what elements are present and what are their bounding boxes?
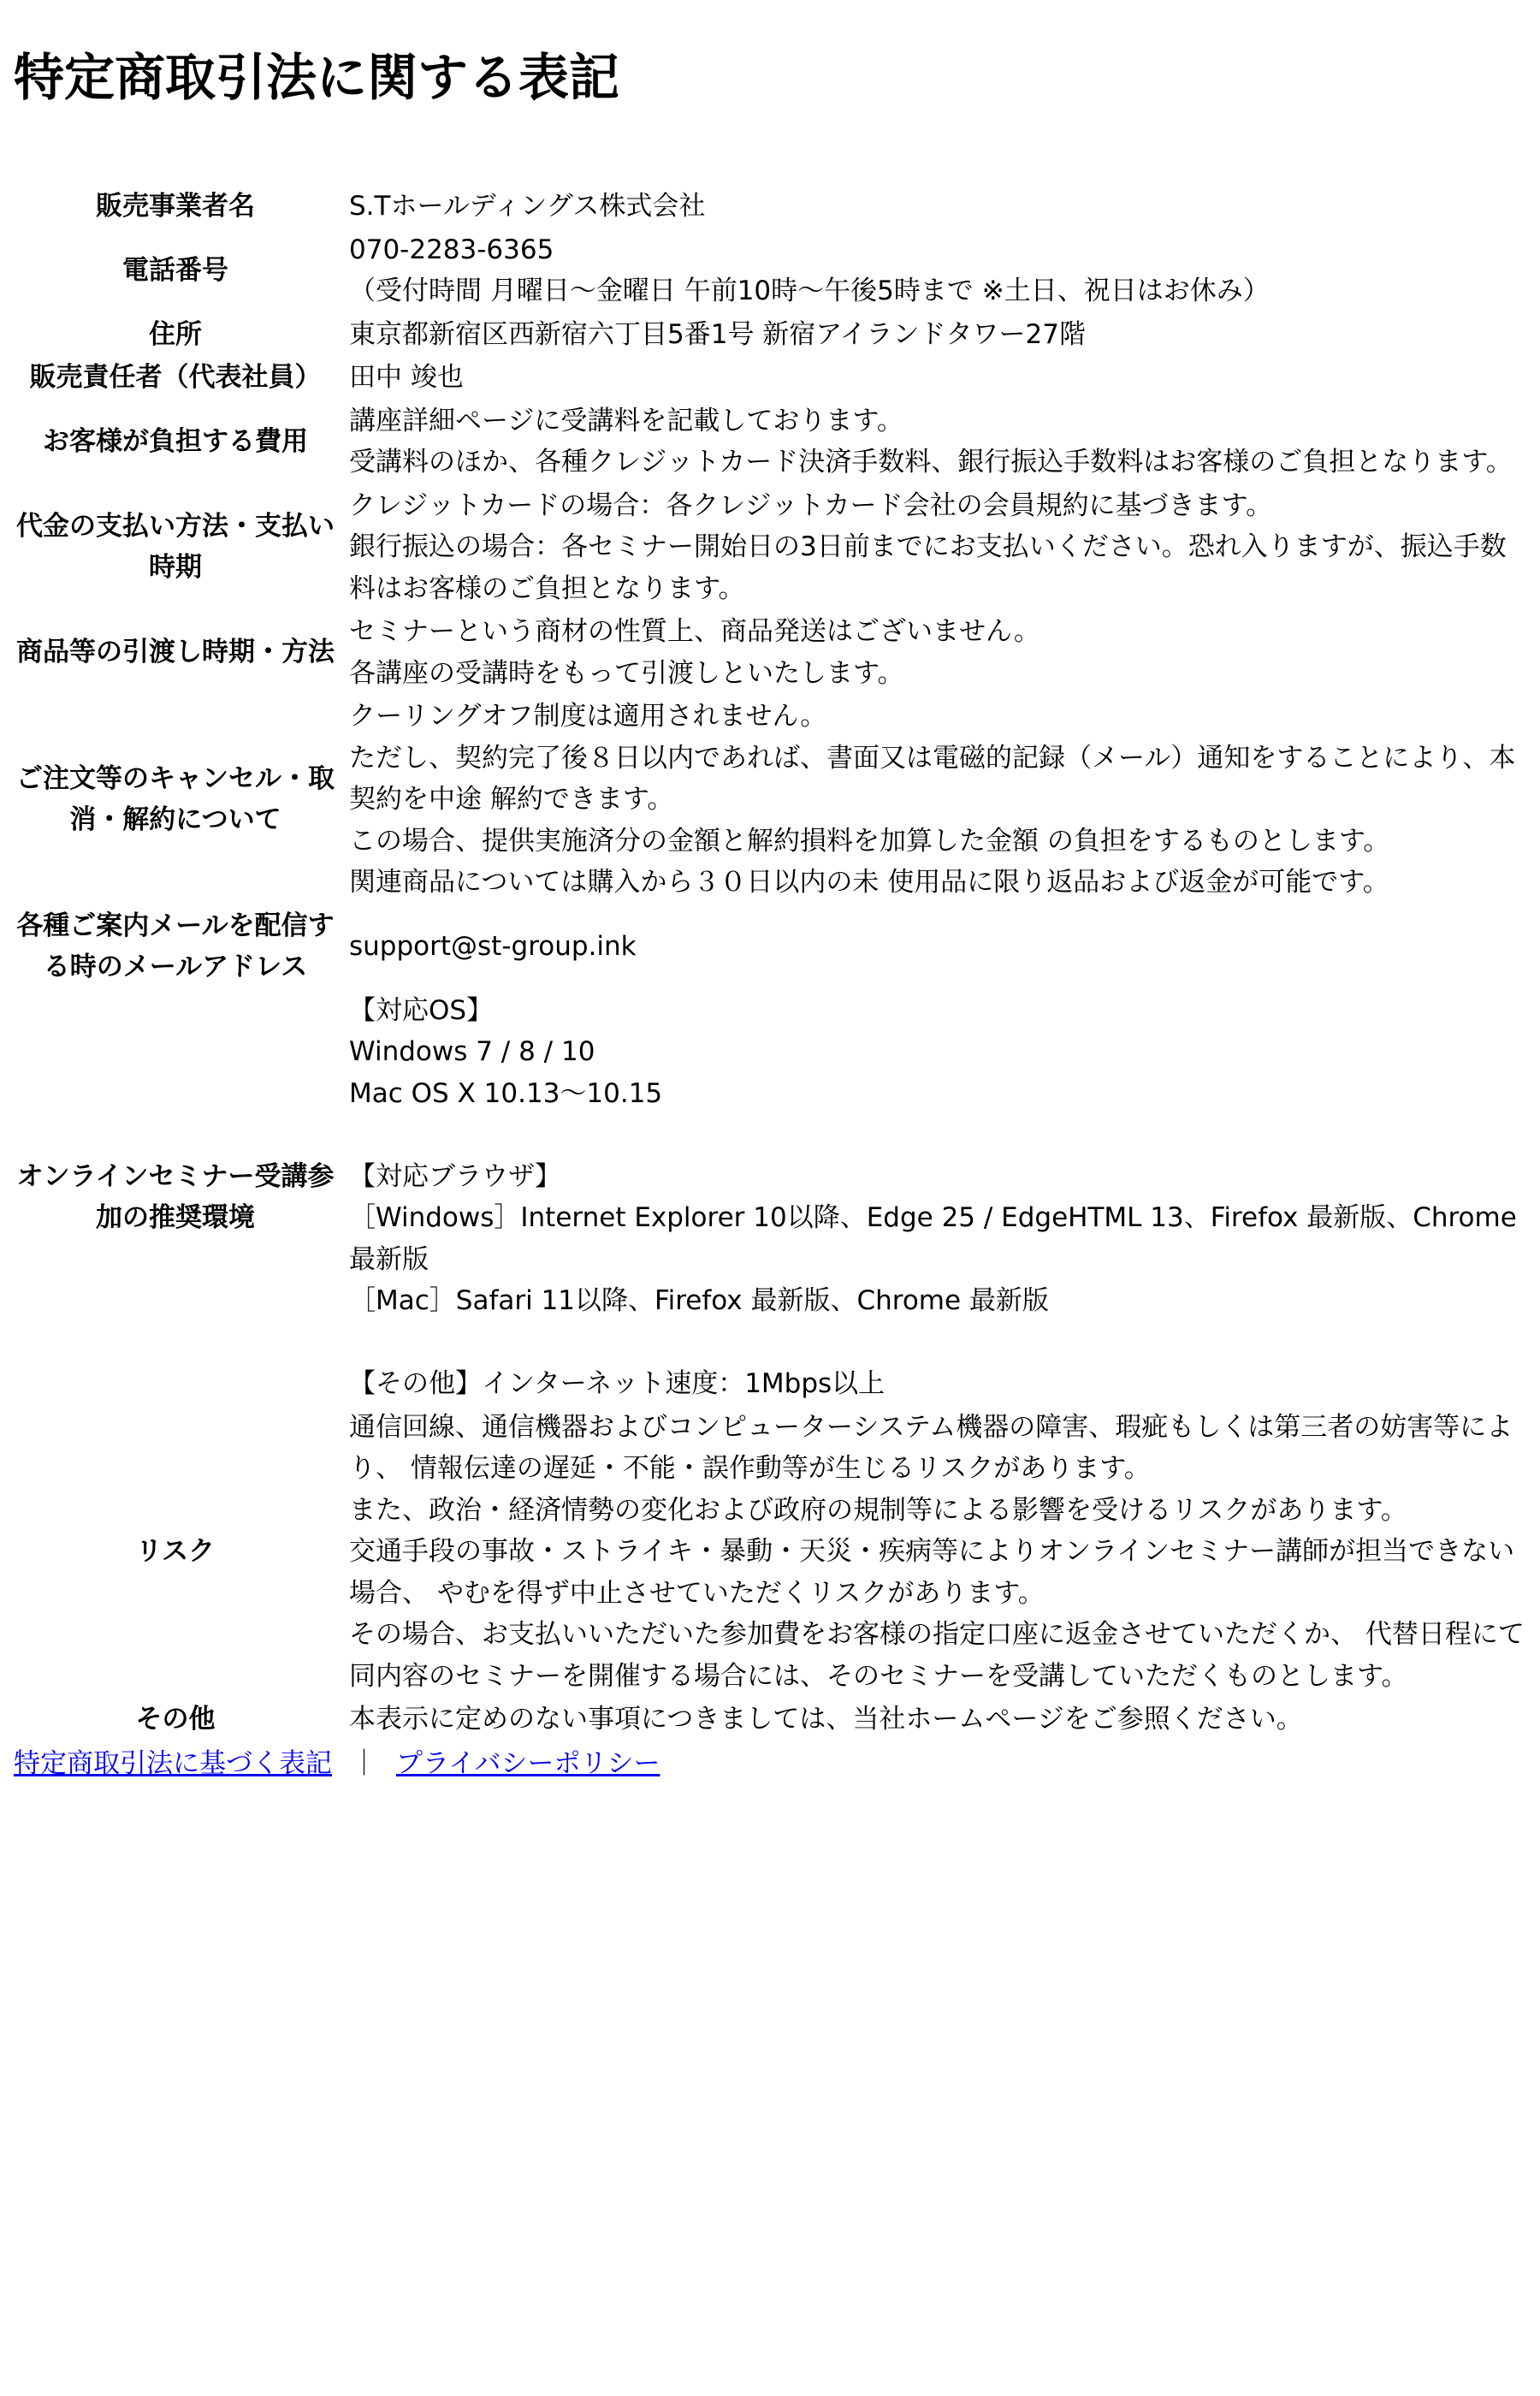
value-line: 各講座の受講時をもって引渡しといたします。 xyxy=(349,657,904,689)
value-line: 受講料のほか、各種クレジットカード決済手数料、銀行振込手数料はお客様のご負担となります。 xyxy=(349,447,1513,477)
row-label: リスク xyxy=(135,1536,216,1567)
table-row xyxy=(14,989,1530,1406)
row-label: その他 xyxy=(135,1704,216,1735)
value-line: 【その他】インターネット速度：1Mbps以上 xyxy=(349,1368,886,1399)
row-value xyxy=(346,695,1530,904)
table-row xyxy=(14,313,1530,357)
table-row xyxy=(14,400,1530,484)
table-row xyxy=(14,1406,1530,1699)
row-label: 販売責任者（代表社員） xyxy=(29,362,322,393)
value-line: 通信回線、通信機器およびコンピューターシステム機器の障害、瑕疵もしくは第三者の妨害等により、 情報伝達の遅延・不能・誤作動等が生じるリスクがあります。 xyxy=(349,1411,1513,1484)
value-line xyxy=(349,1322,1527,1364)
table-row xyxy=(14,904,1530,989)
row-label: 住所 xyxy=(149,318,202,350)
value-line: その場合、お支払いいただいた参加費をお客様の指定口座に返金させていただくか、 代替日程にて同内容のセミナーを開催する場合には、そのセミナーを受講していただくものとします。 xyxy=(349,1619,1525,1692)
value-line: ［Windows］Internet Explorer 10以降、Edge 25 / EdgeHTML 13、Firefox 最新版、Chrome 最新版 xyxy=(349,1202,1517,1275)
disclosure-table-body xyxy=(14,185,1530,1741)
row-label: ご注文等のキャンセル・取消・解約について xyxy=(16,762,335,836)
value-line: 田中 竣也 xyxy=(349,362,464,393)
tokushoho-link[interactable]: 特定商取引法に基づく表記 xyxy=(14,1747,332,1779)
row-value xyxy=(346,400,1530,484)
row-value xyxy=(346,1406,1530,1699)
row-value xyxy=(346,356,1530,400)
value-line: 【対応ブラウザ】 xyxy=(349,1160,561,1192)
row-value xyxy=(346,484,1530,611)
value-line: Mac OS X 10.13〜10.15 xyxy=(349,1077,663,1109)
row-label: 電話番号 xyxy=(122,254,228,286)
value-line: 関連商品については購入から３０日以内の未 使用品に限り返品および返金が可能です。 xyxy=(349,867,1389,898)
value-line: Windows 7 / 8 / 10 xyxy=(349,1036,595,1067)
row-value xyxy=(346,228,1530,313)
page-title: 特定商取引法に関する表記 xyxy=(14,48,620,107)
table-row xyxy=(14,695,1530,904)
value-line: 講座詳細ページに受講料を記載しております。 xyxy=(349,405,903,436)
value-line: 【対応OS】 xyxy=(349,994,494,1026)
row-label: オンラインセミナー受講参加の推奨環境 xyxy=(16,1160,335,1233)
value-line: 東京都新宿区西新宿六丁目5番1号 新宿アイランドタワー27階 xyxy=(349,318,1086,350)
disclosure-table xyxy=(14,185,1530,1741)
privacy-policy-link[interactable]: プライバシーポリシー xyxy=(396,1747,660,1779)
row-value xyxy=(346,1698,1530,1741)
footer-separator: ｜ xyxy=(351,1747,377,1779)
table-row xyxy=(14,484,1530,611)
value-line: クレジットカードの場合：各クレジットカード会社の会員規約に基づきます。 xyxy=(349,489,1273,521)
table-row xyxy=(14,185,1530,228)
row-label: 代金の支払い方法・支払い時期 xyxy=(16,510,335,584)
table-row xyxy=(14,610,1530,695)
value-line: ただし、契約完了後８日以内であれば、書面又は電磁的記録（メール）通知をすることにより、本契約を中途 解約できます。 xyxy=(349,742,1516,815)
value-line: また、政治・経済情勢の変化および政府の規制等による影響を受けるリスクがあります。 xyxy=(349,1494,1407,1526)
value-line: 070-2283-6365 xyxy=(349,234,554,265)
row-value xyxy=(346,904,1530,989)
row-label: 各種ご案内メールを配信する時のメールアドレス xyxy=(16,910,335,982)
row-label: 商品等の引渡し時期・方法 xyxy=(16,637,335,668)
table-row xyxy=(14,356,1530,400)
row-label: お客様が負担する費用 xyxy=(43,425,308,457)
row-label: 販売事業者名 xyxy=(96,191,255,222)
value-line: ［Mac］Safari 11以降、Firefox 最新版、Chrome 最新版 xyxy=(349,1285,1049,1316)
value-line: 交通手段の事故・ストライキ・暴動・天災・疾病等によりオンラインセミナー講師が担当できない場合、 やむを得ず中止させていただくリスクがあります。 xyxy=(349,1536,1515,1609)
value-line: セミナーという商材の性質上、商品発送はございません。 xyxy=(349,616,1040,647)
footer-links xyxy=(14,1743,1526,1784)
value-line: クーリングオフ制度は適用されません。 xyxy=(349,701,827,732)
table-row xyxy=(14,228,1530,313)
value-line: 本表示に定めのない事項につきましては、当社ホームページをご参照ください。 xyxy=(349,1704,1303,1735)
value-line: 銀行振込の場合：各セミナー開始日の3日前までにお支払いください。恐れ入りますが、振込手数料はお客様のご負担となります。 xyxy=(349,531,1507,604)
row-value xyxy=(346,989,1530,1406)
value-line xyxy=(349,1114,1527,1156)
value-line: S.Tホールディングス株式会社 xyxy=(349,191,706,222)
row-value xyxy=(346,313,1530,357)
row-value xyxy=(346,185,1530,228)
table-row xyxy=(14,1698,1530,1741)
row-value xyxy=(346,610,1530,695)
value-line: この場合、提供実施済分の金額と解約損料を加算した金額 の負担をするものとします。 xyxy=(349,825,1390,857)
value-line: （受付時間 月曜日〜金曜日 午前10時〜午後5時まで ※土日、祝日はお休み） xyxy=(349,276,1270,306)
value-line: support@st-group.ink xyxy=(349,930,637,962)
